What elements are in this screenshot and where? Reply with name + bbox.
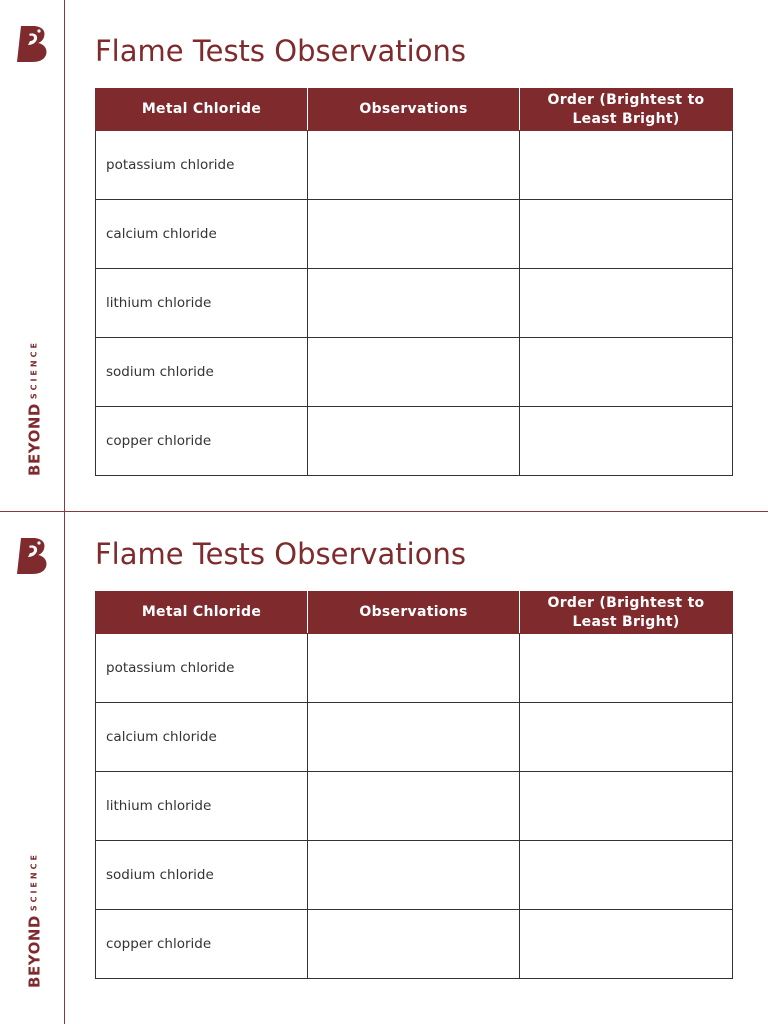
metal-chloride-cell: sodium chloride bbox=[96, 841, 308, 910]
observations-table bbox=[95, 591, 733, 979]
observations-cell[interactable] bbox=[308, 772, 520, 841]
metal-chloride-cell: potassium chloride bbox=[96, 131, 308, 200]
table-row bbox=[96, 269, 733, 338]
table-row bbox=[96, 841, 733, 910]
table-row bbox=[96, 910, 733, 979]
order-cell[interactable] bbox=[520, 772, 733, 841]
observations-cell[interactable] bbox=[308, 841, 520, 910]
order-cell[interactable] bbox=[520, 200, 733, 269]
header-order: Order (Brightest to Least Bright) bbox=[520, 592, 733, 634]
page-title: Flame Tests Observations bbox=[95, 537, 466, 571]
brand-sub-text: SCIENCE bbox=[29, 852, 39, 912]
observations-cell[interactable] bbox=[308, 634, 520, 703]
metal-chloride-cell: lithium chloride bbox=[96, 772, 308, 841]
order-cell[interactable] bbox=[520, 634, 733, 703]
header-metal-chloride: Metal Chloride bbox=[96, 592, 308, 634]
order-cell[interactable] bbox=[520, 841, 733, 910]
metal-chloride-cell: calcium chloride bbox=[96, 200, 308, 269]
table-row bbox=[96, 338, 733, 407]
order-cell[interactable] bbox=[520, 910, 733, 979]
beyond-b-logo-icon bbox=[15, 24, 51, 64]
header-order: Order (Brightest to Least Bright) bbox=[520, 89, 733, 131]
observations-cell[interactable] bbox=[308, 131, 520, 200]
header-metal-chloride: Metal Chloride bbox=[96, 89, 308, 131]
order-cell[interactable] bbox=[520, 407, 733, 476]
observations-cell[interactable] bbox=[308, 269, 520, 338]
order-cell[interactable] bbox=[520, 131, 733, 200]
order-cell[interactable] bbox=[520, 703, 733, 772]
brand-main-text: BEYOND bbox=[25, 915, 44, 988]
metal-chloride-cell: calcium chloride bbox=[96, 703, 308, 772]
observations-cell[interactable] bbox=[308, 703, 520, 772]
table-row bbox=[96, 703, 733, 772]
observations-table bbox=[95, 88, 733, 476]
table-header-row bbox=[96, 89, 733, 131]
order-cell[interactable] bbox=[520, 338, 733, 407]
metal-chloride-cell: copper chloride bbox=[96, 910, 308, 979]
page-title: Flame Tests Observations bbox=[95, 34, 466, 68]
header-observations: Observations bbox=[308, 592, 520, 634]
observations-cell[interactable] bbox=[308, 338, 520, 407]
table-row bbox=[96, 772, 733, 841]
table-row bbox=[96, 131, 733, 200]
worksheet-bottom bbox=[0, 512, 768, 1024]
table-row bbox=[96, 634, 733, 703]
table-row bbox=[96, 407, 733, 476]
header-observations: Observations bbox=[308, 89, 520, 131]
observations-cell[interactable] bbox=[308, 200, 520, 269]
beyond-b-logo-icon bbox=[15, 536, 51, 576]
metal-chloride-cell: potassium chloride bbox=[96, 634, 308, 703]
observations-cell[interactable] bbox=[308, 407, 520, 476]
metal-chloride-cell: copper chloride bbox=[96, 407, 308, 476]
order-cell[interactable] bbox=[520, 269, 733, 338]
observations-cell[interactable] bbox=[308, 910, 520, 979]
brand-sub-text: SCIENCE bbox=[29, 340, 39, 400]
metal-chloride-cell: sodium chloride bbox=[96, 338, 308, 407]
beyond-science-wordmark bbox=[24, 840, 44, 1000]
table-row bbox=[96, 200, 733, 269]
brand-main-text: BEYOND bbox=[25, 403, 44, 476]
metal-chloride-cell: lithium chloride bbox=[96, 269, 308, 338]
beyond-science-wordmark bbox=[24, 328, 44, 488]
table-header-row bbox=[96, 592, 733, 634]
